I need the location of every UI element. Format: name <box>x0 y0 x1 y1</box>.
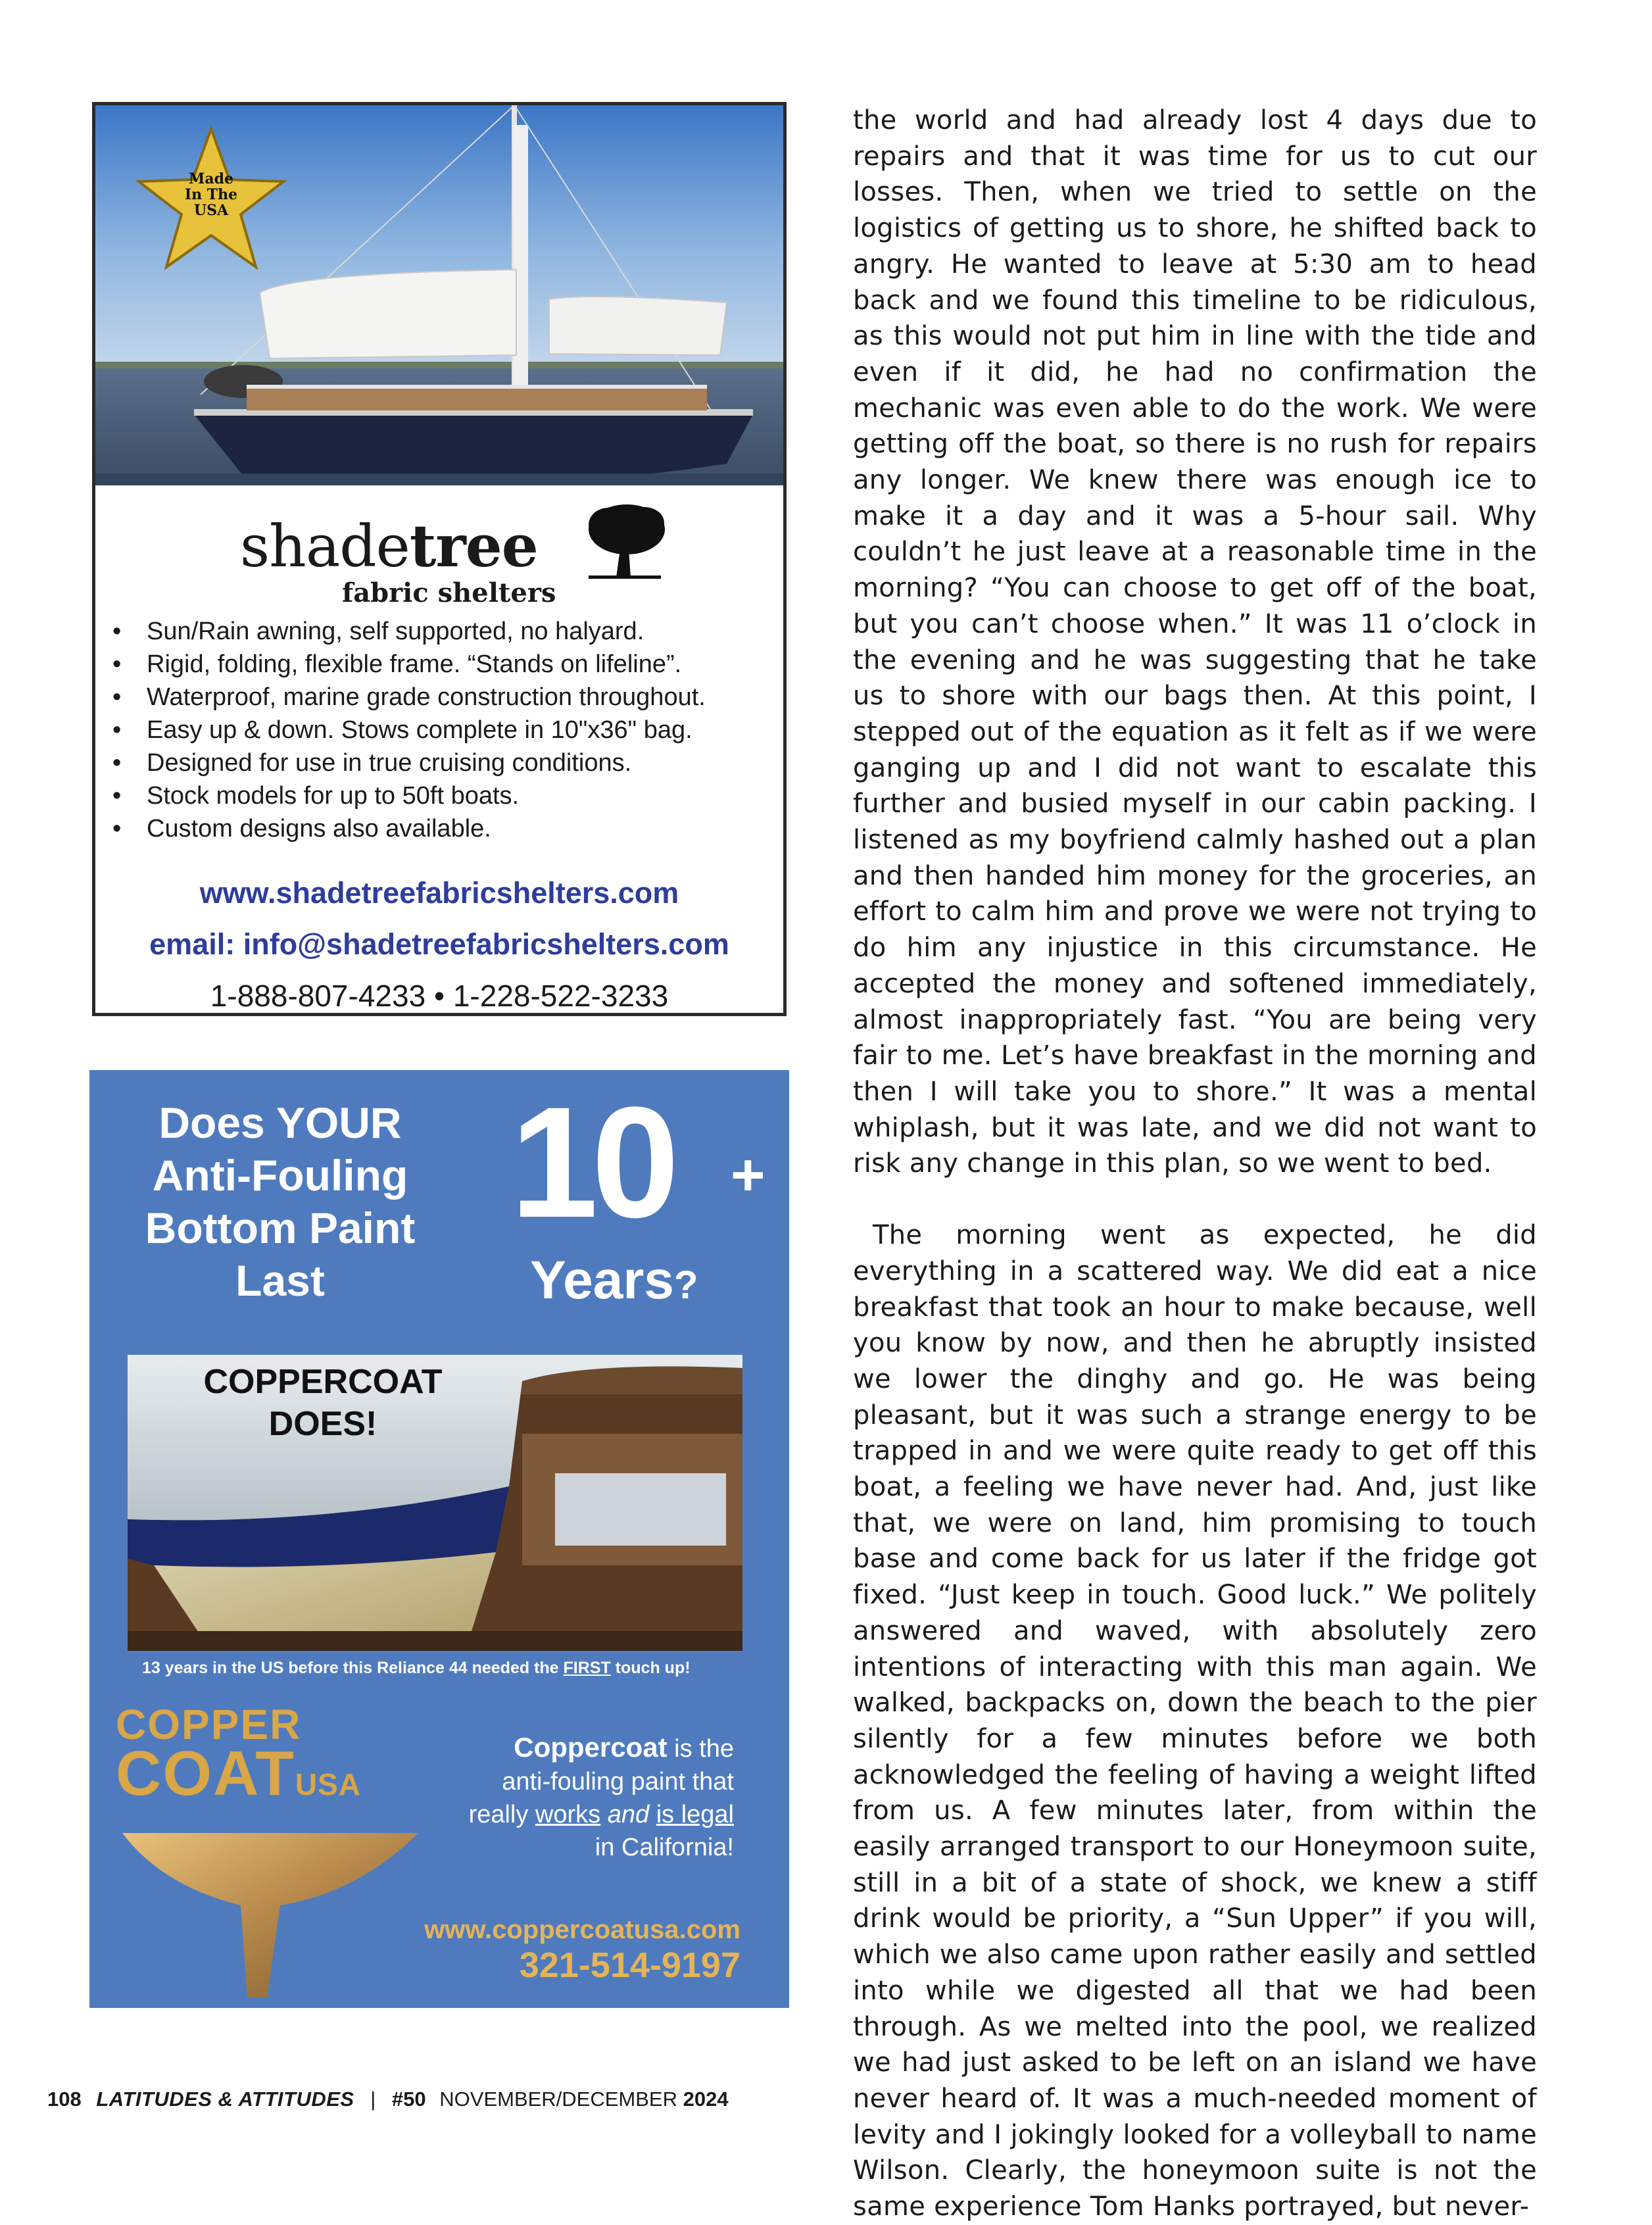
coppercoat-ad <box>89 1070 789 2008</box>
coppercoat-phone: 321-514-9197 <box>519 1945 741 1985</box>
issue-year: 2024 <box>683 2088 729 2111</box>
ad-pitch: Coppercoat is the anti-fouling paint that really works and is legal in California! <box>468 1732 734 1861</box>
issue-number: #50 <box>391 2088 426 2111</box>
photo-caption: 13 years in the US before this Reliance 44 needed the FIRST touch up! <box>142 1659 691 1677</box>
article-paragraph: the world and had already lost 4 days due to repairs and that it was time for us to cut our losses. Then, when we tried to settle on the logistics of getting us to shore, he shifted back to angry. He wanted to leave at 5:30 am to head back and we found this timeline to be ridiculous, as this would not put him in line with the tide and even if it did, he had no confirmation the mechanic was even able to do the work. We were getting off the boat, so there is no rush for repairs any longer. We knew there was enough ice to make it a day and it was a 5-hour sail. Why couldn’t he just leave at a reasonable time in the morning? “You can choose to get off of the boat, but you can’t choose when.” It was 11 o’clock in the evening and he was suggesting that he take us to shore with our bags then. At this point, I stepped out of the equation as it felt as if we were ganging up and I did not want to escalate this further and busied myself in our cabin packing. I listened as my boyfriend calmly hashed out a plan and then handed him money for the groceries, an effort to calm him and prove we were not trying to do him any injustice in this circumstance. He accepted the money and softened immediately, almost inappropriately fast. “You are being very fair to me. Let’s have breakfast in the morning and then I will take you to shore.” It was a mental whiplash, but it was late, and we did not want to risk any change in this plan, so we went to bed. <box>853 105 1537 1179</box>
page-footer <box>47 2086 729 2113</box>
article-paragraph: The morning went as expected, he did everything in a scattered way. We did eat a nice breakfast that took an hour to make because, well you know by now, and then he abruptly insisted we lower the dinghy and go. He was being pleasant, but it was such a strange energy to be trapped in and we were quite ready to get off this boat, a feeling we have never had. And, just like that, we were on land, him promising to touch base and come back for us later if the fridge got fixed. “Just keep in touch. Good luck.” We politely answered and waved, with absolutely zero intentions of interacting with this man again. We walked, backpacks on, down the beach to the pier silently for a few minutes before we both acknowledged the feeling of having a weight lifted from us. A few minutes later, from within the easily arranged transport to our Honeymoon suite, still in a bit of a state of shock, we knew a stiff drink would be priority, a “Sun Upper” if you will, which we also came upon rather easily and settled into while we digested all that we had been through. As we melted into the pool, we realized we had just asked to be left on an island we have never heard of. It was a much-needed moment of levity and I jokingly looked for a volleyball to name Wilson. Clearly, the honeymoon suite is not the same experience Tom Hanks portrayed, but never- <box>853 1220 1537 2222</box>
photo-headline: COPPERCOAT DOES! <box>203 1363 443 1443</box>
feature-item: • Easy up & down. Stows complete in 10"x36" bag. <box>107 714 778 746</box>
shadetree-email-link[interactable]: email: info@shadetreefabricshelters.com <box>149 927 729 961</box>
feature-item: • Designed for use in true cruising conditions. <box>107 746 778 779</box>
shadetree-website-link[interactable]: www.shadetreefabricshelters.com <box>199 876 679 910</box>
feature-item: • Stock models for up to 50ft boats. <box>107 779 778 812</box>
shadetree-logo <box>240 500 661 608</box>
ad-headline: Does YOUR Anti-Fouling Bottom Paint Last <box>145 1098 416 1305</box>
tree-icon <box>582 500 668 579</box>
shadetree-ad <box>92 102 787 1016</box>
coppercoat-website-link[interactable]: www.coppercoatusa.com <box>424 1915 741 1944</box>
footer-separator: | <box>370 2088 376 2111</box>
years-label: Years? <box>530 1250 698 1310</box>
feature-list <box>107 615 778 845</box>
logo-wordmark: shadetree <box>240 512 538 580</box>
coppercoat-logo-bottom: COATUSA <box>116 1738 361 1809</box>
shadetree-phone-numbers: 1-888-807-4233 • 1-228-522-3233 <box>210 979 669 1013</box>
ten-years-number: 10 <box>510 1074 673 1250</box>
page-number: 108 <box>47 2088 82 2111</box>
issue-months: NOVEMBER/DECEMBER <box>439 2088 677 2111</box>
coppercoat-logo-top: COPPER <box>116 1701 302 1748</box>
feature-item: • Custom designs also available. <box>107 812 778 845</box>
feature-item: • Sun/Rain awning, self supported, no halyard. <box>107 615 778 648</box>
feature-item: • Waterproof, marine grade construction throughout. <box>107 681 778 714</box>
plus-sign: + <box>731 1142 765 1208</box>
feature-item: • Rigid, folding, flexible frame. “Stands on lifeline”. <box>107 648 778 681</box>
made-in-usa-label: Made In The USA <box>184 170 238 219</box>
logo-subtitle: fabric shelters <box>342 577 556 608</box>
article-body <box>853 103 1537 2225</box>
magazine-title: LATITUDES & ATTITUDES <box>96 2088 354 2111</box>
